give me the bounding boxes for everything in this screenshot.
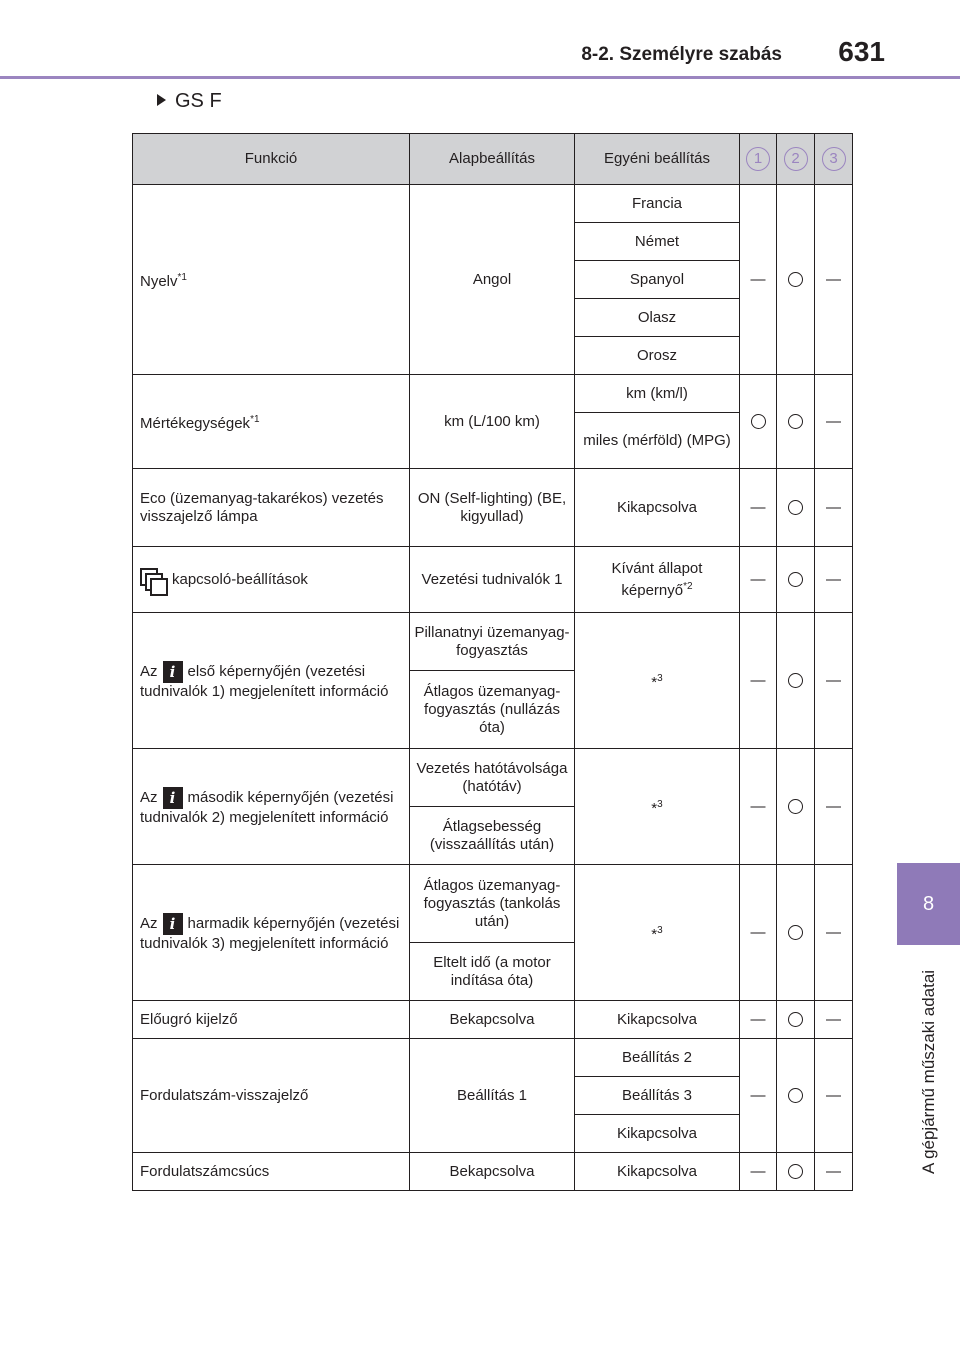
func-cell: Az i első képernyőjén (vezetési tudnivalók 1) megjelenített információ <box>133 613 410 749</box>
circled-1: 1 <box>746 147 770 171</box>
default-cell: Beállítás 1 <box>410 1039 575 1153</box>
option-cell: Francia <box>575 185 740 223</box>
circle-mark-icon <box>788 500 803 515</box>
chapter-title: A gépjármű műszaki adatai <box>918 969 938 1175</box>
chapter-tab: 8 <box>897 863 960 945</box>
circle-mark-icon <box>788 414 803 429</box>
mark-cell <box>777 547 815 613</box>
option-cell: *$^3$ <box>575 749 740 865</box>
mark-cell: — <box>740 1153 777 1191</box>
default-cell: ON (Self-lighting) (BE, kigyullad) <box>410 469 575 547</box>
header-col-2 <box>777 134 815 185</box>
default-cell: Átlagsebesség (visszaállítás után) <box>410 807 575 865</box>
mark-cell: — <box>815 1001 853 1039</box>
mark-cell: — <box>740 547 777 613</box>
display-switch-icon <box>140 568 164 592</box>
func-cell: Az i második képernyőjén (vezetési tudnivalók 2) megjelenített információ <box>133 749 410 865</box>
circle-mark-icon <box>751 414 766 429</box>
default-cell: Vezetési tudnivalók 1 <box>410 547 575 613</box>
mark-cell: — <box>740 469 777 547</box>
mark-cell <box>777 1153 815 1191</box>
header-col-1 <box>740 134 777 185</box>
section-title: 8-2. Személyre szabás <box>581 44 782 65</box>
circle-mark-icon <box>788 1012 803 1027</box>
func-cell: Fordulatszám-visszajelző <box>133 1039 410 1153</box>
header-col-3 <box>815 134 853 185</box>
default-cell: Átlagos üzemanyag-fogyasztás (nullázás óta) <box>410 671 575 749</box>
header-funkcio: Funkció <box>133 134 410 185</box>
option-cell: Olasz <box>575 299 740 337</box>
option-cell: Kikapcsolva <box>575 1153 740 1191</box>
header-rule <box>0 76 960 79</box>
mark-cell <box>777 865 815 1001</box>
circle-mark-icon <box>788 272 803 287</box>
func-cell: Fordulatszámcsúcs <box>133 1153 410 1191</box>
mark-cell: — <box>740 613 777 749</box>
mark-cell: — <box>815 749 853 865</box>
mark-cell: — <box>815 865 853 1001</box>
default-cell: Vezetés hatótávolsága (hatótáv) <box>410 749 575 807</box>
circled-3: 3 <box>822 147 846 171</box>
model-name: GS F <box>175 90 222 112</box>
circle-mark-icon <box>788 925 803 940</box>
func-cell: Eco (üzemanyag-takarékos) vezetés visszajelző lámpa <box>133 469 410 547</box>
mark-cell <box>777 1039 815 1153</box>
table-row <box>133 749 853 807</box>
header-alap: Alapbeállítás <box>410 134 575 185</box>
option-cell: Spanyol <box>575 261 740 299</box>
option-cell: Kikapcsolva <box>575 1001 740 1039</box>
table-row <box>133 185 853 223</box>
default-cell: Bekapcsolva <box>410 1001 575 1039</box>
option-cell: *$^3$ <box>575 613 740 749</box>
option-cell: miles (mérföld) (MPG) <box>575 413 740 469</box>
table-row <box>133 1001 853 1039</box>
func-cell: Előugró kijelző <box>133 1001 410 1039</box>
triangle-bullet-icon <box>157 94 166 106</box>
model-subtitle <box>157 90 222 113</box>
settings-table-wrap <box>132 133 853 1191</box>
circle-mark-icon <box>788 572 803 587</box>
default-cell: Angol <box>410 185 575 375</box>
func-cell: Az i harmadik képernyőjén (vezetési tudnivalók 3) megjelenített információ <box>133 865 410 1001</box>
table-row <box>133 613 853 671</box>
default-cell: Átlagos üzemanyag-fogyasztás (tankolás után) <box>410 865 575 943</box>
option-cell: Kikapcsolva <box>575 469 740 547</box>
table-row <box>133 547 853 613</box>
table-row <box>133 469 853 547</box>
table-row <box>133 1039 853 1077</box>
circle-mark-icon <box>788 799 803 814</box>
default-cell: Bekapcsolva <box>410 1153 575 1191</box>
settings-table <box>132 133 853 1191</box>
mark-cell <box>777 469 815 547</box>
mark-cell: — <box>815 1039 853 1153</box>
mark-cell: — <box>815 375 853 469</box>
info-icon: i <box>163 661 183 683</box>
circle-mark-icon <box>788 673 803 688</box>
page-number: 631 <box>838 36 885 67</box>
mark-cell <box>777 749 815 865</box>
func-cell: Nyelv$^{*1}$ <box>133 185 410 375</box>
mark-cell <box>777 613 815 749</box>
info-icon: i <box>163 913 183 935</box>
option-cell: Kívánt állapot képernyő$^{*2}$ <box>575 547 740 613</box>
func-cell: Mértékegységek$^{*1}$ <box>133 375 410 469</box>
option-cell: Beállítás 2 <box>575 1039 740 1077</box>
mark-cell: — <box>815 469 853 547</box>
mark-cell: — <box>740 1001 777 1039</box>
mark-cell: — <box>815 613 853 749</box>
circled-2: 2 <box>784 147 808 171</box>
mark-cell: — <box>740 749 777 865</box>
table-row <box>133 1153 853 1191</box>
mark-cell <box>777 185 815 375</box>
mark-cell: — <box>815 1153 853 1191</box>
mark-cell: — <box>740 1039 777 1153</box>
mark-cell <box>777 375 815 469</box>
mark-cell: — <box>815 547 853 613</box>
mark-cell: — <box>815 185 853 375</box>
table-row <box>133 865 853 943</box>
func-cell: kapcsoló-beállítások <box>133 547 410 613</box>
table-header-row <box>133 134 853 185</box>
option-cell: Kikapcsolva <box>575 1115 740 1153</box>
default-cell: km (L/100 km) <box>410 375 575 469</box>
table-row <box>133 375 853 413</box>
chapter-side-label <box>897 948 960 1196</box>
option-cell: *$^3$ <box>575 865 740 1001</box>
default-cell: Pillanatnyi üzemanyag-fogyasztás <box>410 613 575 671</box>
info-icon: i <box>163 787 183 809</box>
default-cell: Eltelt idő (a motor indítása óta) <box>410 943 575 1001</box>
option-cell: Beállítás 3 <box>575 1077 740 1115</box>
option-cell: km (km/l) <box>575 375 740 413</box>
option-cell: Német <box>575 223 740 261</box>
header-egyeni: Egyéni beállítás <box>575 134 740 185</box>
mark-cell: — <box>740 185 777 375</box>
mark-cell <box>740 375 777 469</box>
mark-cell <box>777 1001 815 1039</box>
circle-mark-icon <box>788 1088 803 1103</box>
mark-cell: — <box>740 865 777 1001</box>
circle-mark-icon <box>788 1164 803 1179</box>
option-cell: Orosz <box>575 337 740 375</box>
